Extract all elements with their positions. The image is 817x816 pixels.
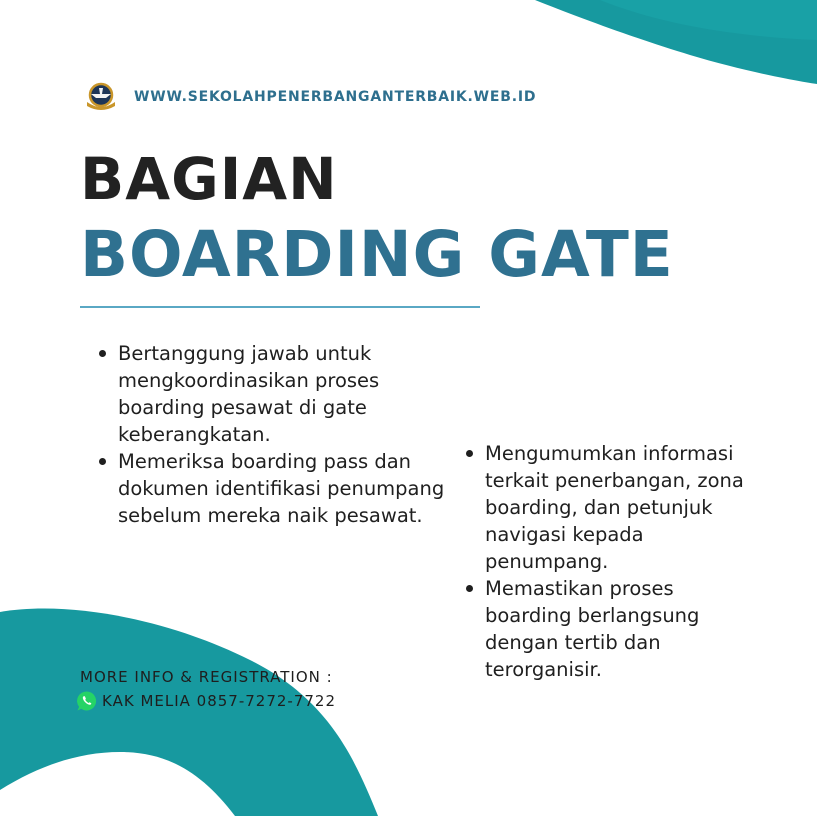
duties-list-left: [98, 340, 448, 529]
title-boarding-gate: BOARDING GATE: [80, 218, 674, 291]
list-item-text: Mengumumkan informasi terkait penerbangan, zona boarding, dan petunjuk navigasi kepada penumpang.: [485, 442, 744, 573]
bullet-icon: [466, 450, 473, 457]
duties-list-right: [465, 440, 755, 683]
bullet-icon: [466, 585, 473, 592]
list-item: [465, 440, 755, 575]
list-item-text: Memastikan proses boarding berlangsung dengan tertib dan terorganisir.: [485, 577, 700, 681]
website-url: WWW.SEKOLAHPENERBANGANTERBAIK.WEB.ID: [134, 89, 537, 105]
list-item: [98, 340, 448, 448]
list-item-text: Memeriksa boarding pass dan dokumen identifikasi penumpang sebelum mereka naik pesawat.: [118, 450, 445, 527]
title-bagian: BAGIAN: [80, 145, 338, 213]
list-item: [465, 575, 755, 683]
contact-phone[interactable]: KAK MELIA 0857-7272-7722: [102, 692, 337, 710]
school-emblem-icon: [84, 82, 118, 112]
more-info-label: MORE INFO & REGISTRATION :: [80, 668, 333, 686]
list-item-text: Bertanggung jawab untuk mengkoordinasikan proses boarding pesawat di gate keberangkatan.: [118, 342, 380, 446]
list-item: [98, 448, 448, 529]
title-divider: [80, 306, 480, 308]
bullet-icon: [99, 458, 106, 465]
whatsapp-icon: [76, 690, 98, 712]
bullet-icon: [99, 350, 106, 357]
